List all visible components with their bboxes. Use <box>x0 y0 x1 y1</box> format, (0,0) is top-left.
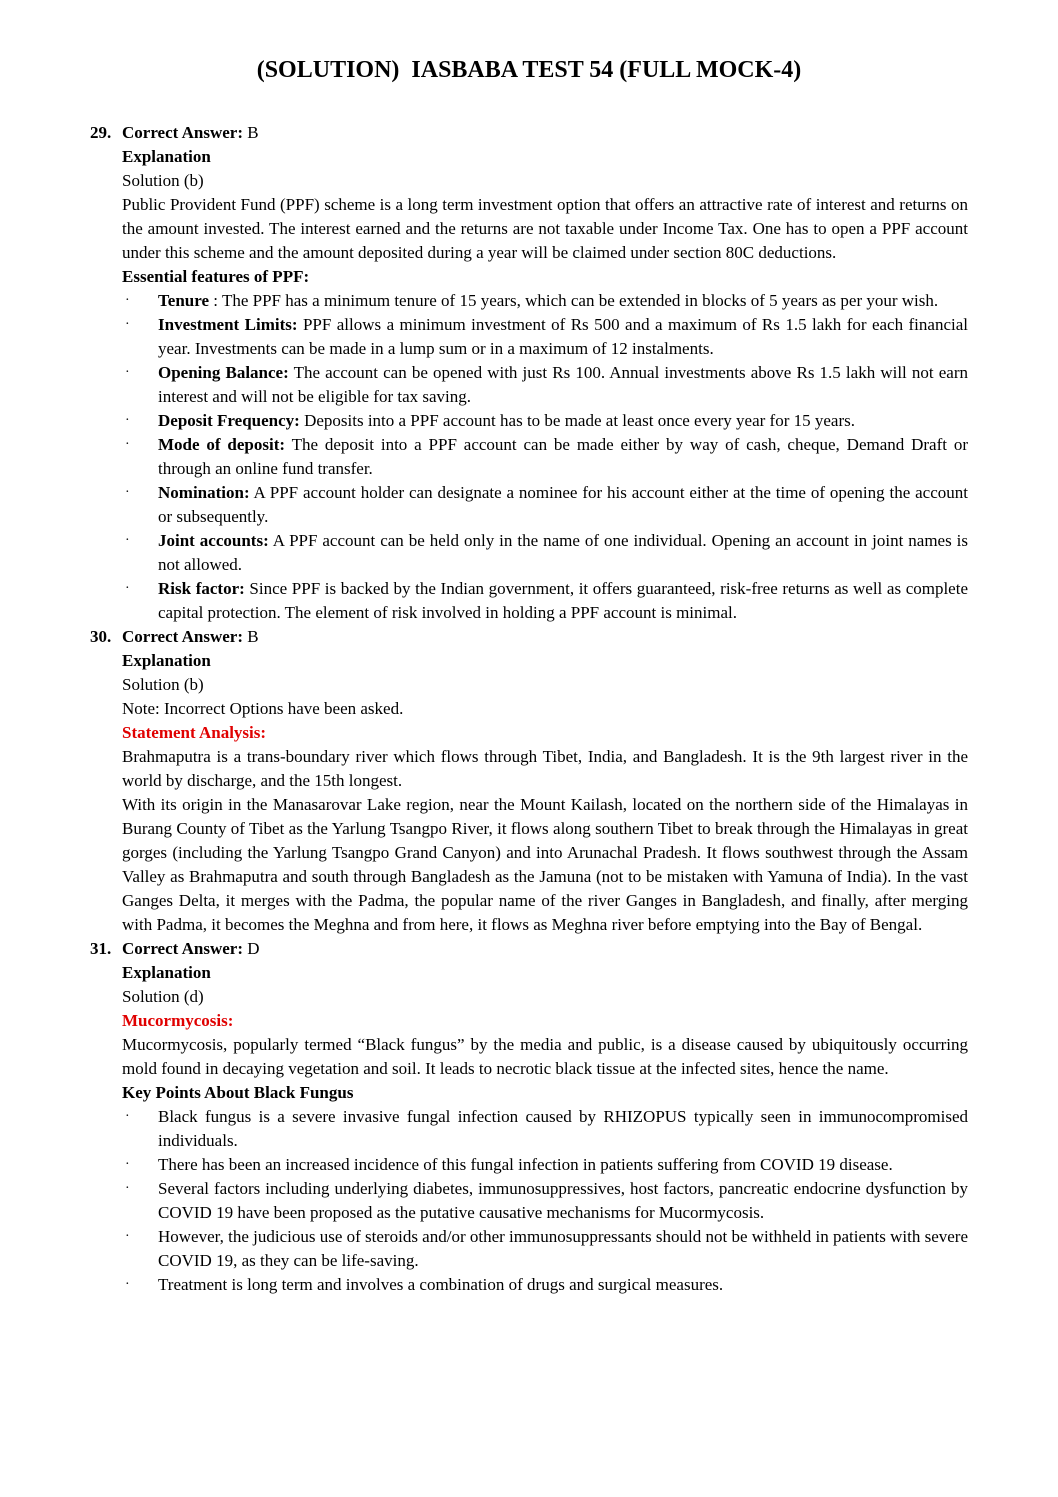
question-number: 30. <box>90 627 112 646</box>
bullet-marker-icon: · <box>125 485 130 500</box>
bullet-term: Tenure <box>158 291 210 310</box>
bullet-marker-icon: · <box>125 533 130 548</box>
correct-answer-label: Correct Answer: <box>122 123 244 142</box>
text-line: Solution (b) <box>122 171 204 190</box>
section-heading: Key Points About Black Fungus <box>122 1083 354 1102</box>
bullet-text: Mode of deposit: The deposit into a PPF account can be made either by way of cash, cheque, Demand Draft or through an online fund transfer. <box>158 435 968 478</box>
bullet-item <box>122 313 968 361</box>
bullet-text: Joint accounts: A PPF account can be held only in the name of one individual. Opening an account in joint names is not allowed. <box>158 531 968 574</box>
correct-answer-label: Correct Answer: <box>122 939 244 958</box>
question-31 <box>90 937 968 1297</box>
bullet-term: Opening Balance: <box>158 363 289 382</box>
section-heading: Explanation <box>122 651 211 670</box>
bullet-term: Mode of deposit: <box>158 435 286 454</box>
red-heading: Statement Analysis: <box>122 723 267 742</box>
page-title: (SOLUTION) IASBABA TEST 54 (FULL MOCK-4) <box>256 57 802 83</box>
bullet-marker-icon: · <box>125 317 130 332</box>
bullet-text: Investment Limits: PPF allows a minimum investment of Rs 500 and a maximum of Rs 1.5 lakh for each financial year. Investments can be made in a lump sum or in a maximum of 12 instalments. <box>158 315 968 358</box>
bullet-text: Tenure : The PPF has a minimum tenure of 15 years, which can be extended in blocks of 5 years as per your wish. <box>158 291 939 310</box>
paragraph: Mucormycosis, popularly termed “Black fungus” by the media and public, is a disease caused by ubiquitously occurring mold found in decaying vegetation and soil. It leads to necrotic black tissue at the infected sites, hence the name. <box>122 1035 968 1078</box>
bullet-text: Deposit Frequency: Deposits into a PPF account has to be made at least once every year for 15 years. <box>158 411 855 430</box>
section-heading: Explanation <box>122 147 211 166</box>
question-30 <box>90 625 968 937</box>
bullet-term: Nomination: <box>158 483 250 502</box>
bullet-text: There has been an increased incidence of this fungal infection in patients suffering from COVID 19 disease. <box>158 1155 893 1174</box>
bullet-term: Deposit Frequency: <box>158 411 300 430</box>
bullet-text: Black fungus is a severe invasive fungal infection caused by RHIZOPUS typically seen in immunocompromised individuals. <box>158 1107 968 1150</box>
bullet-item <box>122 1225 968 1273</box>
bullet-term: Joint accounts: <box>158 531 269 550</box>
bullet-item <box>122 409 968 433</box>
question-number: 29. <box>90 123 112 142</box>
bullet-item <box>122 577 968 625</box>
bullet-item <box>122 433 968 481</box>
question-body <box>122 121 968 625</box>
correct-answer-label: Correct Answer: <box>122 627 244 646</box>
correct-answer-line: Correct Answer: B <box>122 627 259 646</box>
question-29 <box>90 121 968 625</box>
bullet-item <box>122 289 968 313</box>
bullet-text: Risk factor: Since PPF is backed by the Indian government, it offers guaranteed, risk-free returns as well as complete capital protection. The element of risk involved in holding a PPF account is minimal. <box>158 579 968 622</box>
bullet-marker-icon: · <box>125 413 130 428</box>
question-number: 31. <box>90 939 112 958</box>
text-line: Note: Incorrect Options have been asked. <box>122 699 404 718</box>
bullet-text: Nomination: A PPF account holder can designate a nominee for his account either at the time of opening the account or subsequently. <box>158 483 968 526</box>
bullet-item <box>122 1153 968 1177</box>
bullet-term: Investment Limits: <box>158 315 298 334</box>
bullet-item <box>122 1273 968 1297</box>
correct-answer-line: Correct Answer: B <box>122 123 259 142</box>
bullet-marker-icon: · <box>125 1229 130 1244</box>
section-heading: Essential features of PPF: <box>122 267 310 286</box>
question-body <box>122 625 968 937</box>
text-line: Solution (d) <box>122 987 204 1006</box>
bullet-marker-icon: · <box>125 365 130 380</box>
paragraph: Public Provident Fund (PPF) scheme is a long term investment option that offers an attractive rate of interest and returns on the amount invested. The interest earned and the returns are not taxable under Income Tax. One has to open a PPF account under this scheme and the amount deposited during a year will be claimed under section 80C deductions. <box>122 195 968 262</box>
bullet-item <box>122 361 968 409</box>
bullet-term: Risk factor: <box>158 579 245 598</box>
bullet-marker-icon: · <box>125 1181 130 1196</box>
bullet-marker-icon: · <box>125 1109 130 1124</box>
bullet-item <box>122 1177 968 1225</box>
bullet-marker-icon: · <box>125 1277 130 1292</box>
bullet-marker-icon: · <box>125 437 130 452</box>
bullet-item <box>122 481 968 529</box>
paragraph: With its origin in the Manasarovar Lake region, near the Mount Kailash, located on the northern side of the Himalayas in Burang County of Tibet as the Yarlung Tsangpo River, it flows along southern Tibet to break through the Himalayas in great gorges (including the Yarlung Tsangpo Grand Canyon) and into Arunachal Pradesh. It flows southwest through the Assam Valley as Brahmaputra and south through Bangladesh as the Jamuna (not to be mistaken with Yamuna of India). In the vast Ganges Delta, it merges with the Padma, the popular name of the river Ganges in Bangladesh, and finally, after merging with Padma, it becomes the Meghna and from here, it flows as Meghna river before emptying into the Bay of Bengal. <box>122 795 968 934</box>
bullet-text: Opening Balance: The account can be opened with just Rs 100. Annual investments above Rs 1.5 lakh will not earn interest and will not be eligible for tax saving. <box>158 363 968 406</box>
correct-answer-line: Correct Answer: D <box>122 939 260 958</box>
red-heading: Mucormycosis: <box>122 1011 234 1030</box>
bullet-text: Several factors including underlying diabetes, immunosuppressives, host factors, pancreatic endocrine dysfunction by COVID 19 have been proposed as the putative causative mechanisms for Mucormycosis. <box>158 1179 968 1222</box>
bullet-item <box>122 1105 968 1153</box>
paragraph: Brahmaputra is a trans-boundary river which flows through Tibet, India, and Bangladesh. It is the 9th largest river in the world by discharge, and the 15th longest. <box>122 747 968 790</box>
bullet-text: However, the judicious use of steroids and/or other immunosuppressants should not be withheld in patients with severe COVID 19, as they can be life-saving. <box>158 1227 968 1270</box>
bullet-item <box>122 529 968 577</box>
questions-container <box>90 121 968 1297</box>
text-line: Solution (b) <box>122 675 204 694</box>
section-heading: Explanation <box>122 963 211 982</box>
bullet-marker-icon: · <box>125 581 130 596</box>
bullet-marker-icon: · <box>125 293 130 308</box>
question-body <box>122 937 968 1297</box>
bullet-text: Treatment is long term and involves a combination of drugs and surgical measures. <box>158 1275 724 1294</box>
bullet-marker-icon: · <box>125 1157 130 1172</box>
